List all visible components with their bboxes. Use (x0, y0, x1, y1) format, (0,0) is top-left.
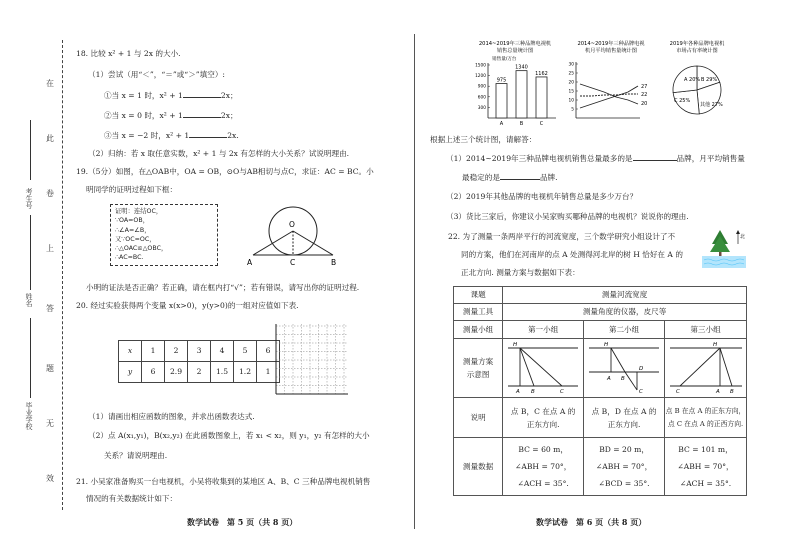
diagram-label: C (639, 389, 643, 395)
q20-value-table (118, 340, 280, 383)
bar-chart-title: 2014~2019年三种品牌电视机 (478, 41, 552, 47)
q20-part2-line1: （2）点 A(x₁,y₁)，B(x₂,y₂) 在此函数图象上，若 x₁ < x₂，则 y₁，y₂ 有怎样的大小 (88, 431, 370, 440)
line-end-label: 22 (641, 92, 648, 98)
data-line: ∠ABH = 70°， (677, 462, 734, 471)
q18-stem: 18. 比较 x² + 1 与 2x 的大小. (76, 49, 181, 58)
bar-category-label: C (539, 121, 544, 127)
proof-line: ∴△OAC≌△OBC， (115, 245, 168, 253)
table-cell: x (119, 341, 142, 362)
diagram-label: H (604, 342, 609, 349)
table-header-cell: 课题 (454, 287, 503, 304)
q20-empty-grid (268, 322, 350, 402)
proof-line: ∴∠A=∠B， (115, 226, 151, 234)
q21-stem-line2: 情况的有关数据统计如下： (86, 494, 178, 503)
table-header-cell: 说明 (454, 398, 503, 438)
table-row (119, 362, 280, 383)
q20-part2-line2: 关系？请说明理由. (104, 451, 168, 460)
table-header-cell (454, 339, 503, 398)
table-cell: 2.9 (165, 362, 188, 383)
table-cell (665, 438, 747, 496)
q20-part1: （1）请画出相应函数的图象，并求出函数表达式. (88, 412, 255, 421)
q18-case1: ①当 x = 1 时，x² + 1 2x； (104, 91, 238, 100)
desc-line: 点 B 在点 A 的正东方向， (665, 406, 746, 415)
bar-chart (472, 38, 558, 130)
bar-tick-label: 600 (477, 95, 486, 101)
bar (536, 77, 547, 118)
diagram-label: C (675, 389, 680, 395)
data-line: ∠ABH = 70°， (595, 462, 653, 471)
river-tree-icon (700, 226, 748, 274)
binding-dashed-line (62, 40, 63, 510)
bar-tick-label: 300 (477, 105, 486, 111)
q18-part2: （2）归纳：若 x 取任意实数，x² + 1 与 2x 有怎样的大小关系？试说明理由. (88, 149, 350, 158)
pie-label: 其他 27% (700, 102, 723, 108)
bar-category-label: A (499, 121, 504, 127)
table-cell (503, 398, 584, 438)
desc-line: 点 B，D 在点 A 的 (591, 406, 657, 416)
diagram-label: A (715, 389, 720, 395)
q19-stem-line2: 明同学的证明过程如下框： (86, 185, 178, 194)
q19-circle-figure (245, 205, 345, 275)
table-header-cell: 测量工具 (454, 304, 503, 321)
data-line: ∠ACH = 35°. (679, 479, 732, 488)
diagram-label: D (639, 366, 644, 373)
id-label-school: 毕业学校 (25, 402, 33, 430)
r-q1-line1: （1）2014~2019年三种品牌电视机销售总量最多的是 品牌，月平均销售量 (446, 154, 745, 163)
line-tick-label: 20 (568, 80, 574, 86)
table-cell: 测量河流宽度 (503, 287, 747, 304)
scheme-header: 测量方案 (462, 357, 494, 366)
table-cell: 5 (234, 341, 257, 362)
q18-case2: ②当 x = 0 时，x² + 1 2x； (104, 111, 238, 120)
table-cell: 2 (188, 362, 211, 383)
q22-stem-line1: 22. 为了测量一条两岸平行的河流宽度，三个数学研究小组设计了不 (448, 232, 676, 241)
table-row (119, 341, 280, 362)
pie-label: C 25% (674, 98, 691, 104)
id-label-candidate-number: 考生号 (25, 188, 33, 209)
binding-char: 效 (46, 474, 54, 483)
bar-chart-unit: 销售量/万台 (492, 57, 517, 62)
data-line: BC = 60 m， (518, 445, 568, 454)
page-separator (414, 34, 415, 529)
table-row (454, 398, 747, 438)
line-tick-label: 15 (568, 89, 574, 95)
table-cell (584, 438, 665, 496)
table-cell (665, 398, 747, 438)
fig-label: A (247, 258, 253, 267)
r-q3: （3）货比三家后，你建议小吴家购买哪种品牌的电视机？说说你的理由. (446, 212, 689, 221)
bar-value-label: 1162 (535, 70, 548, 77)
table-cell: 6 (257, 341, 280, 362)
bar-category-label: B (519, 121, 524, 127)
table-row (454, 287, 747, 304)
q20-stem: 20. 经过实验获得两个变量 x(x>0)，y(y>0)的一组对应值如下表. (76, 301, 299, 310)
binding-char: 上 (46, 244, 54, 253)
table-row (454, 339, 747, 398)
table-cell: 第二小组 (584, 321, 665, 339)
table-header-cell: 测量数据 (454, 438, 503, 496)
table-cell: 1.5 (211, 362, 234, 383)
binding-char: 卷 (46, 189, 54, 198)
table-cell: 3 (188, 341, 211, 362)
table-cell: 第一小组 (503, 321, 584, 339)
table-cell: 第三小组 (665, 321, 747, 339)
desc-line: 点 B，C 在点 A 的 (510, 406, 576, 416)
scheme-header: 示意图 (466, 370, 490, 379)
table-cell (584, 339, 665, 398)
bar (496, 84, 507, 118)
group2-diagram (585, 340, 663, 394)
id-field-line (30, 120, 31, 180)
table-row (454, 321, 747, 339)
q22-stem-line3: 正北方向. 测量方案与数据如下表： (461, 268, 580, 277)
table-cell (503, 438, 584, 496)
table-cell (503, 339, 584, 398)
r-q1-line2: 最稳定的是 品牌. (462, 173, 558, 182)
pie-chart-title: 2019年各种品牌电视机 (669, 41, 725, 47)
q18-case3: ③当 x = −2 时，x² + 1 2x. (104, 131, 239, 140)
q18-part1: （1）尝试（用“＜”，“＝”或“＞”填空）: (88, 70, 225, 79)
table-cell: 4 (211, 341, 234, 362)
q22-table (453, 286, 747, 496)
data-line: ∠BCD = 35°. (598, 479, 650, 488)
fig-label: O (289, 220, 295, 229)
bar-value-label: 975 (496, 77, 507, 84)
proof-line: ∵OA=OB， (115, 217, 150, 225)
fig-label: B (331, 258, 337, 267)
binding-char: 此 (46, 134, 54, 143)
diagram-label: B (621, 376, 625, 383)
desc-line: 正东方向. (526, 419, 560, 429)
bar-chart-title: 销售总量统计图 (496, 48, 534, 54)
table-header-cell: 测量小组 (454, 321, 503, 339)
line-chart-title: 机月平均销售量统计图 (585, 48, 637, 54)
diagram-label: H (712, 342, 717, 349)
desc-line: 正东方向. (607, 419, 641, 429)
line-tick-label: 30 (568, 62, 574, 68)
bar (516, 71, 527, 118)
q19-stem-line1: 19.（5分）如图，在△OAB中，OA = OB，⊙O与AB相切与点C，求证：AC = BC。小 (76, 167, 374, 176)
group1-diagram (504, 340, 582, 394)
data-line: ∠ABH = 70°， (515, 462, 572, 471)
table-cell: 6 (142, 362, 165, 383)
line-chart (562, 38, 660, 130)
footer-left: 数学试卷 第 5 页（共 8 页） (187, 517, 298, 527)
fig-label: C (290, 258, 296, 267)
bar-tick-label: 900 (477, 84, 486, 90)
table-row (454, 304, 747, 321)
north-label: 北 (740, 234, 746, 240)
q19-proof-box (110, 204, 218, 266)
id-field-line (30, 215, 31, 290)
r-q2: （2）2019年其他品牌的电视机年销售总量是多少万台？ (446, 192, 638, 201)
table-cell (665, 339, 747, 398)
table-cell: 2 (165, 341, 188, 362)
binding-char: 题 (46, 364, 54, 373)
bar-tick-label: 1200 (475, 74, 486, 80)
data-line: BD = 20 m， (599, 445, 649, 454)
diagram-label: H (513, 342, 518, 349)
bar-value-label: 1340 (515, 64, 528, 71)
line-series-b (580, 86, 638, 108)
pie-chart-title: 市场占有率统计图 (676, 48, 718, 54)
q21-stem-line1: 21. 小吴家准备购买一台电视机，小吴将收集到的某地区 A、B、C 三种品牌电视机销售 (76, 477, 371, 486)
group3-diagram (666, 340, 746, 394)
line-tick-label: 5 (571, 107, 574, 113)
pie-chart (660, 38, 734, 130)
r-intro: 根据上述三个统计图，请解答： (430, 135, 537, 144)
diagram-label: C (560, 389, 564, 395)
id-field-line (30, 318, 31, 398)
diagram-label: B (729, 389, 734, 395)
desc-line: 点 C 在点 A 的正西方向. (667, 419, 744, 428)
line-tick-label: 25 (568, 71, 574, 77)
bar-tick-label: 1500 (475, 63, 486, 69)
proof-line: 又∵OC=OC， (115, 235, 156, 243)
diagram-label: A (516, 389, 520, 395)
data-line: BC = 101 m， (678, 445, 733, 454)
q22-stem-line2: 同的方案，他们在河南岸的点 A 处测得河北岸的树 H 恰好在 A 的 (461, 250, 683, 259)
diagram-label: B (531, 389, 535, 395)
binding-char: 无 (46, 419, 54, 428)
line-end-label: 20 (641, 101, 648, 107)
table-cell: 测量角度的仪器，皮尺等 (503, 304, 747, 321)
pie-label: B 29% (701, 77, 718, 83)
line-tick-label: 10 (568, 98, 574, 104)
q19-question: 小明的证法是否正确？若正确，请在框内打“√”；若有错误，请写出你的证明过程. (86, 283, 360, 292)
table-row (454, 438, 747, 496)
table-cell: 1.2 (234, 362, 257, 383)
binding-char: 在 (46, 79, 54, 88)
pie-label: A 20% (684, 77, 701, 83)
table-cell: 1 (257, 362, 280, 383)
id-label-name: 姓名 (25, 293, 33, 307)
binding-char: 答 (46, 304, 54, 313)
table-cell: 1 (142, 341, 165, 362)
table-cell (584, 398, 665, 438)
proof-line: ∴AC=BC. (115, 254, 144, 262)
diagram-label: A (607, 376, 611, 383)
line-end-label: 27 (641, 84, 648, 90)
proof-line: 证明：连结OC， (115, 208, 163, 215)
data-line: ∠ACH = 35°. (517, 479, 569, 488)
line-chart-title: 2014~2019年三种品牌电视 (577, 41, 645, 47)
table-cell: y (119, 362, 142, 383)
footer-right: 数学试卷 第 6 页（共 8 页） (536, 517, 647, 527)
